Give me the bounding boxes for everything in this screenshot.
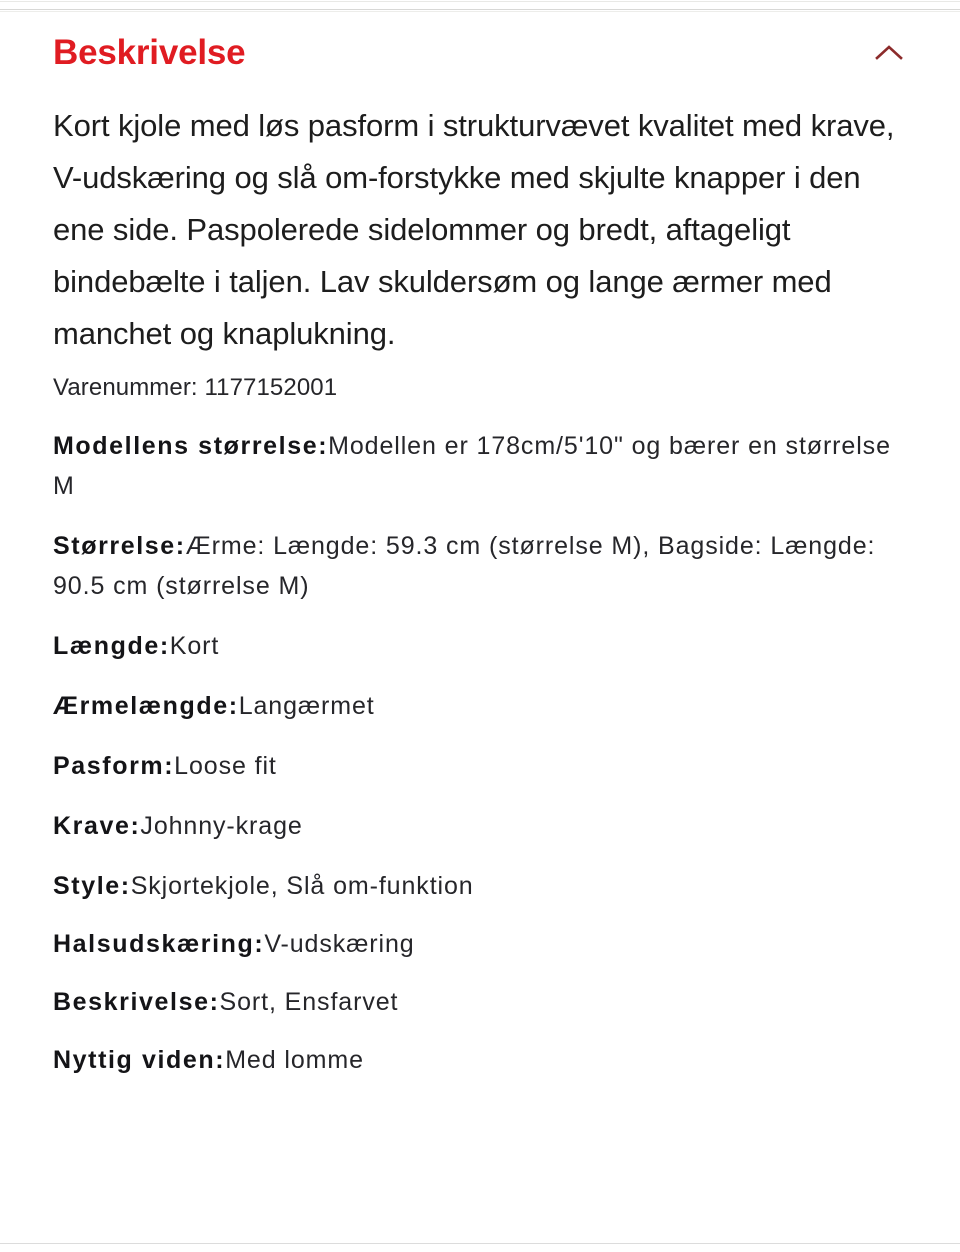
chevron-up-icon[interactable] xyxy=(867,31,911,75)
attribute-label: Beskrivelse: xyxy=(53,988,220,1016)
top-divider-middle xyxy=(0,9,960,10)
attribute-value: Modellen er 178cm/5'10" og bærer en størrelse M xyxy=(53,432,891,500)
attribute-value: V-udskæring xyxy=(264,930,415,958)
attribute-row-good-to-know xyxy=(53,1040,907,1080)
page-title: Beskrivelse xyxy=(53,32,246,72)
attribute-value: Skjortekjole, Slå om-funktion xyxy=(130,872,474,900)
attribute-label: Størrelse: xyxy=(53,532,186,560)
description-accordion xyxy=(0,12,960,1080)
attribute-row-sleeve-length xyxy=(53,686,907,726)
top-divider-upper xyxy=(0,1,960,2)
attribute-row-fit xyxy=(53,746,907,786)
attribute-label: Modellens størrelse: xyxy=(53,432,329,460)
attribute-row-length xyxy=(53,626,907,666)
attribute-row-appearance xyxy=(53,982,907,1022)
attribute-row-measurements xyxy=(53,526,907,606)
attribute-row-model-size xyxy=(53,426,907,506)
attribute-row-neckline xyxy=(53,924,907,964)
attribute-value: Med lomme xyxy=(225,1046,364,1074)
attribute-label: Halsudskæring: xyxy=(53,930,265,958)
attribute-value: Kort xyxy=(169,632,220,660)
description-accordion-body xyxy=(53,94,907,1080)
attribute-value: Ærme: Længde: 59.3 cm (størrelse M), Bagside: Længde: 90.5 cm (størrelse M) xyxy=(53,532,876,600)
attribute-value: Langærmet xyxy=(238,692,375,720)
attribute-value: Loose fit xyxy=(174,752,277,780)
bottom-divider xyxy=(0,1243,960,1244)
attribute-row-style xyxy=(53,866,907,906)
description-accordion-header[interactable] xyxy=(53,12,907,94)
attribute-label: Ærmelængde: xyxy=(53,692,239,720)
product-attribute-list xyxy=(53,426,907,1080)
attribute-label: Pasform: xyxy=(53,752,175,780)
attribute-label: Krave: xyxy=(53,812,141,840)
attribute-label: Nyttig viden: xyxy=(53,1046,226,1074)
attribute-value: Johnny-krage xyxy=(140,812,303,840)
item-number: Varenummer: 1177152001 xyxy=(53,374,338,401)
attribute-label: Længde: xyxy=(53,632,170,660)
attribute-value: Sort, Ensfarvet xyxy=(219,988,399,1016)
attribute-row-collar xyxy=(53,806,907,846)
attribute-label: Style: xyxy=(53,872,131,900)
product-description-text: Kort kjole med løs pasform i strukturvævet kvalitet med krave, V-udskæring og slå om-forstykke med skjulte knapper i den ene side. Paspolerede sidelommer og bredt, aftageligt bindebælte i taljen. Lav skuldersøm og lange ærmer med manchet og knaplukning. xyxy=(53,108,895,351)
